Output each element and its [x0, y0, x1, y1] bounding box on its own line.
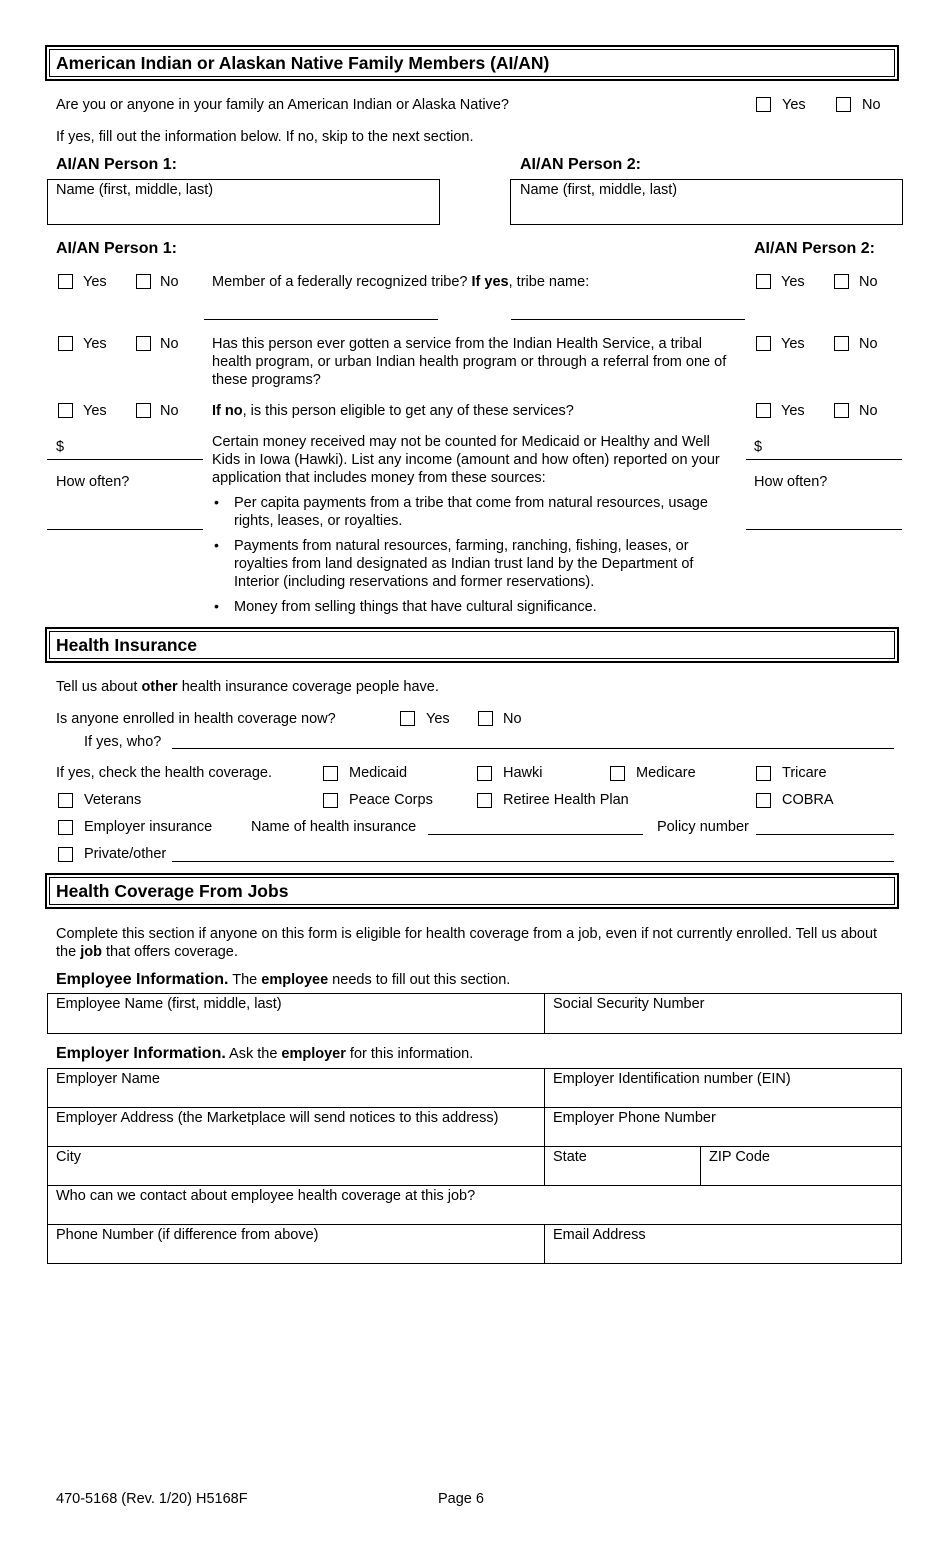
employer-phone-label: Employer Phone Number — [553, 1110, 716, 1126]
zip-label: ZIP Code — [709, 1149, 770, 1165]
income-text: Certain money received may not be counted for Medicaid or Healthy and Well Kids in Iowa (Hawki). List any income (amount and how often) reported on your application that includes money from these sources: — [212, 434, 720, 486]
state-label: State — [553, 1149, 587, 1165]
private-other-label: Private/other — [84, 846, 167, 862]
veterans-label: Veterans — [84, 792, 142, 808]
p2-tribe-no-checkbox[interactable] — [834, 274, 849, 289]
hawki-checkbox[interactable] — [477, 766, 492, 781]
jobs-intro-text: Complete this section if anyone on this form is eligible for health coverage from a job, even if not currently enrolled. Tell us about the — [56, 926, 878, 960]
person1-name-label: Name (first, middle, last) — [56, 182, 214, 198]
tricare-label: Tricare — [782, 765, 827, 781]
aian-question: Are you or anyone in your family an American Indian or Alaska Native? — [56, 97, 509, 113]
p1-tribe-yes-label: Yes — [83, 274, 107, 290]
employer-info-title: Employer Information. — [56, 1045, 226, 1062]
medicaid-label: Medicaid — [349, 765, 408, 781]
tribe-question-text: Member of a federally recognized tribe? — [212, 274, 472, 290]
person1-name-field[interactable] — [47, 179, 440, 225]
p2-service-no-label: No — [859, 336, 878, 352]
aian-instruction: If yes, fill out the information below. If no, skip to the next section. — [56, 129, 474, 145]
employer-address-label: Employer Address (the Marketplace will send notices to this address) — [56, 1110, 499, 1126]
employer-name-field[interactable] — [47, 1068, 545, 1108]
eligible-question — [212, 402, 574, 420]
page-number: Page 6 — [438, 1491, 484, 1507]
p1-service-yes-checkbox[interactable] — [58, 336, 73, 351]
tribe-question — [212, 273, 589, 291]
jobs-section-title: Health Coverage From Jobs — [56, 881, 289, 901]
retiree-checkbox[interactable] — [477, 793, 492, 808]
if-yes-who-label: If yes, who? — [84, 734, 162, 750]
alt-phone-field[interactable] — [47, 1224, 545, 1264]
p2-how-often-line[interactable] — [746, 529, 902, 530]
employer-address-field[interactable] — [47, 1107, 545, 1147]
p1-tribe-no-label: No — [160, 274, 179, 290]
employer-note-text-2: for this information. — [345, 1046, 474, 1062]
p1-service-no-label: No — [160, 336, 179, 352]
p2-eligible-no-label: No — [859, 403, 878, 419]
aian-yes-checkbox[interactable] — [756, 97, 771, 112]
peace-corps-label: Peace Corps — [349, 792, 433, 808]
p1-eligible-no-checkbox[interactable] — [136, 403, 151, 418]
p2-eligible-yes-label: Yes — [781, 403, 805, 419]
employee-note-text-2: needs to fill out this section. — [328, 972, 511, 988]
tricare-checkbox[interactable] — [756, 766, 771, 781]
p2-service-no-checkbox[interactable] — [834, 336, 849, 351]
employee-name-field[interactable] — [47, 993, 545, 1034]
state-field[interactable] — [544, 1146, 701, 1186]
employer-phone-field[interactable] — [544, 1107, 902, 1147]
eligible-question-text: , is this person eligible to get any of these services? — [242, 403, 574, 419]
zip-field[interactable] — [700, 1146, 902, 1186]
contact-field[interactable] — [47, 1185, 902, 1225]
person1-label: AI/AN Person 1: — [56, 156, 177, 173]
p2-eligible-no-checkbox[interactable] — [834, 403, 849, 418]
p1-how-often-line[interactable] — [47, 529, 203, 530]
health-section-header — [45, 627, 899, 663]
person2-label: AI/AN Person 2: — [520, 156, 641, 173]
aian-yes-label: Yes — [782, 97, 806, 113]
check-coverage-label: If yes, check the health coverage. — [56, 765, 273, 781]
employer-note-bold: employer — [281, 1046, 346, 1062]
ssn-label: Social Security Number — [553, 996, 705, 1012]
employee-info-title: Employee Information. — [56, 971, 229, 988]
hawki-label: Hawki — [503, 765, 543, 781]
health-intro-bold: other — [141, 679, 178, 695]
p2-tribe-yes-checkbox[interactable] — [756, 274, 771, 289]
alt-phone-label: Phone Number (if difference from above) — [56, 1227, 319, 1243]
cobra-label: COBRA — [782, 792, 834, 808]
tribe-question-bold: If yes — [471, 274, 509, 290]
retiree-label: Retiree Health Plan — [503, 792, 629, 808]
health-intro — [56, 678, 439, 696]
p1-amount-line[interactable] — [47, 459, 203, 460]
who-line[interactable] — [172, 748, 894, 749]
health-section-title: Health Insurance — [56, 635, 198, 655]
employer-note-text: Ask the — [225, 1046, 282, 1062]
p1-service-yes-label: Yes — [83, 336, 107, 352]
p2-service-yes-label: Yes — [781, 336, 805, 352]
p1-dollar-sign: $ — [56, 439, 65, 455]
employee-note-bold: employee — [261, 972, 329, 988]
private-other-line[interactable] — [172, 861, 894, 862]
person2-name-field[interactable] — [510, 179, 903, 225]
enrolled-no-checkbox[interactable] — [478, 711, 493, 726]
jobs-intro-bold: job — [80, 944, 102, 960]
p1-service-no-checkbox[interactable] — [136, 336, 151, 351]
person2-name-label: Name (first, middle, last) — [520, 182, 678, 198]
employee-note-text: The — [228, 972, 262, 988]
jobs-intro-text-2: that offers coverage. — [101, 944, 238, 960]
city-label: City — [56, 1149, 81, 1165]
enrolled-yes-label: Yes — [426, 711, 450, 727]
p1-how-often: How often? — [56, 474, 130, 490]
bullet-icon: • — [214, 537, 219, 553]
tribe-question-text-2: , tribe name: — [508, 274, 590, 290]
person2-label-2: AI/AN Person 2: — [754, 240, 875, 257]
p2-service-yes-checkbox[interactable] — [756, 336, 771, 351]
p2-tribe-no-label: No — [859, 274, 878, 290]
p2-dollar-sign: $ — [754, 439, 763, 455]
aian-section-title: American Indian or Alaskan Native Family Members (AI/AN) — [56, 53, 550, 73]
insurance-name-line[interactable] — [428, 834, 643, 835]
p1-eligible-yes-checkbox[interactable] — [58, 403, 73, 418]
employer-insurance-label: Employer insurance — [84, 819, 213, 835]
ein-label: Employer Identification number (EIN) — [553, 1071, 791, 1087]
enrolled-question: Is anyone enrolled in health coverage now? — [56, 711, 336, 727]
employee-name-label: Employee Name (first, middle, last) — [56, 996, 282, 1012]
ein-field[interactable] — [544, 1068, 902, 1108]
health-intro-text: Tell us about — [56, 679, 142, 695]
jobs-intro — [56, 925, 896, 961]
p1-eligible-no-label: No — [160, 403, 179, 419]
email-label: Email Address — [553, 1227, 646, 1243]
form-id: 470-5168 (Rev. 1/20) H5168F — [56, 1491, 248, 1507]
service-question: Has this person ever gotten a service from the Indian Health Service, a tribal health program, or urban Indian health program or through a referral from one of these programs? — [212, 336, 727, 388]
policy-number-line[interactable] — [756, 834, 894, 835]
private-other-checkbox[interactable] — [58, 847, 73, 862]
aian-section-header — [45, 45, 899, 81]
employer-info-heading — [56, 1045, 473, 1063]
email-field[interactable] — [544, 1224, 902, 1264]
p2-amount-line[interactable] — [746, 459, 902, 460]
insurance-name-label: Name of health insurance — [251, 819, 417, 835]
p2-tribe-name-line[interactable] — [511, 319, 745, 320]
bullet-item-2: Payments from natural resources, farming, ranching, fishing, leases, or royalties from land designated as Indian trust land by the Department of Interior (including reservations and former reservations). — [234, 538, 694, 590]
jobs-section-header — [45, 873, 899, 909]
city-field[interactable] — [47, 1146, 545, 1186]
bullet-item-1: Per capita payments from a tribe that come from natural resources, usage rights, leases, or royalties. — [234, 495, 708, 529]
ssn-field[interactable] — [544, 993, 902, 1034]
enrolled-no-label: No — [503, 711, 522, 727]
medicaid-checkbox[interactable] — [323, 766, 338, 781]
employee-info-heading — [56, 971, 510, 989]
aian-no-label: No — [862, 97, 881, 113]
eligible-question-bold: If no — [212, 403, 243, 419]
p1-tribe-yes-checkbox[interactable] — [58, 274, 73, 289]
bullet-item-3: Money from selling things that have cultural significance. — [234, 599, 597, 615]
cobra-checkbox[interactable] — [756, 793, 771, 808]
medicare-checkbox[interactable] — [610, 766, 625, 781]
contact-label: Who can we contact about employee health coverage at this job? — [56, 1188, 476, 1204]
p1-tribe-name-line[interactable] — [204, 319, 438, 320]
person1-label-2: AI/AN Person 1: — [56, 240, 177, 257]
p1-eligible-yes-label: Yes — [83, 403, 107, 419]
p2-tribe-yes-label: Yes — [781, 274, 805, 290]
health-intro-text-2: health insurance coverage people have. — [177, 679, 439, 695]
p2-how-often: How often? — [754, 474, 828, 490]
enrolled-yes-checkbox[interactable] — [400, 711, 415, 726]
employer-name-label: Employer Name — [56, 1071, 160, 1087]
peace-corps-checkbox[interactable] — [323, 793, 338, 808]
aian-no-checkbox[interactable] — [836, 97, 851, 112]
p2-eligible-yes-checkbox[interactable] — [756, 403, 771, 418]
bullet-icon: • — [214, 494, 219, 510]
bullet-icon: • — [214, 598, 219, 614]
employer-insurance-checkbox[interactable] — [58, 820, 73, 835]
p1-tribe-no-checkbox[interactable] — [136, 274, 151, 289]
medicare-label: Medicare — [636, 765, 696, 781]
veterans-checkbox[interactable] — [58, 793, 73, 808]
policy-number-label: Policy number — [657, 819, 749, 835]
